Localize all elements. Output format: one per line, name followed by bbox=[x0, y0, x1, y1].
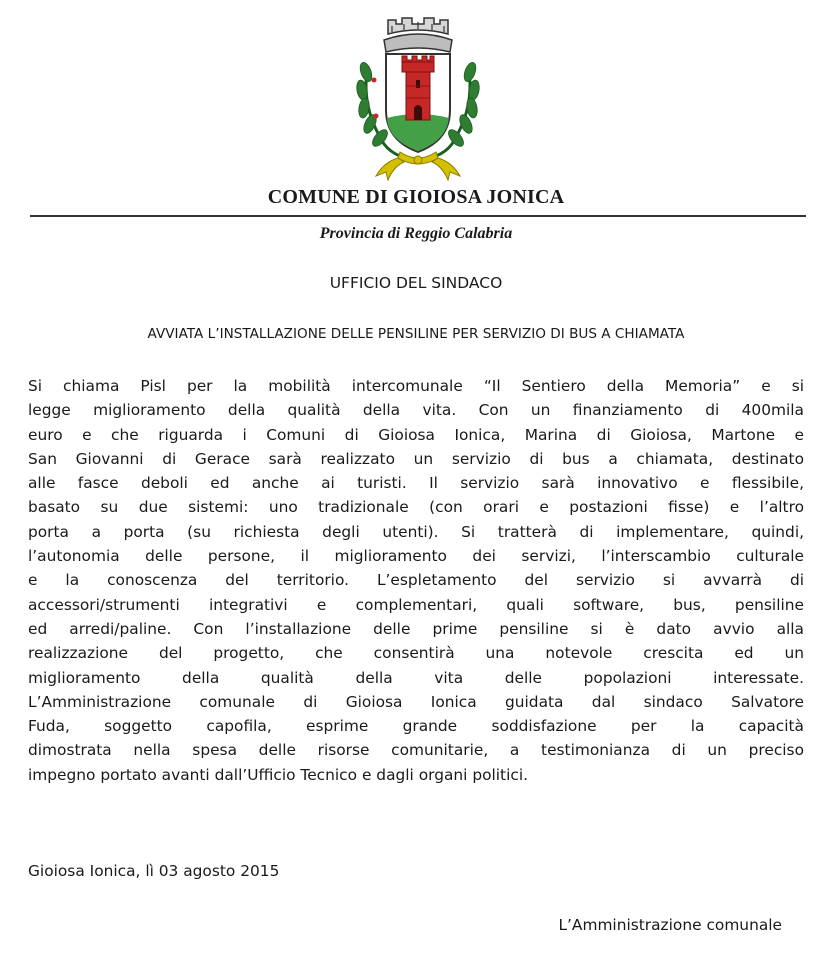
body-line: porta a porta (su richiesta degli utenti). Si tratterà di implementare, quindi, bbox=[28, 522, 804, 541]
dateline: Gioiosa Ionica, lì 03 agosto 2015 bbox=[28, 862, 280, 880]
body-line: ed arredi/paline. Con l’installazione delle prime pensiline si è dato avvio alla bbox=[28, 619, 804, 638]
body-line: miglioramento della qualità della vita delle popolazioni interessate. bbox=[28, 668, 804, 687]
municipality-name: COMUNE DI GIOIOSA JONICA bbox=[267, 186, 565, 208]
body-line: dimostrata nella spesa delle risorse comunitarie, a testimonianza di un preciso bbox=[28, 741, 804, 760]
body-line: Si chiama Pisl per la mobilità intercomunale “Il Sentiero della Memoria” e si bbox=[28, 377, 804, 395]
crown-icon bbox=[384, 18, 452, 52]
body-line: legge miglioramento della qualità della vita. Con un finanziamento di 400mila bbox=[28, 401, 804, 420]
body-line: realizzazione del progetto, che consentirà una notevole crescita ed un bbox=[28, 644, 804, 663]
press-release-headline: AVVIATA L’INSTALLAZIONE DELLE PENSILINE PER SERVIZIO DI BUS A CHIAMATA bbox=[147, 326, 685, 342]
signature: L’Amministrazione comunale bbox=[558, 916, 782, 934]
tower-icon bbox=[402, 56, 434, 120]
body-line: L’Amministrazione comunale di Gioiosa Ionica guidata dal sindaco Salvatore bbox=[28, 692, 804, 711]
province-name: Provincia di Reggio Calabria bbox=[319, 225, 513, 242]
body-line: Fuda, soggetto capofila, esprime grande soddisfazione per la capacità bbox=[28, 717, 804, 736]
body-line: San Giovanni di Gerace sarà realizzato un servizio di bus a chiamata, destinato bbox=[28, 449, 804, 468]
body-line: impegno portato avanti dall’Ufficio Tecnico e dagli organi politici. bbox=[28, 765, 528, 784]
office-title: UFFICIO DEL SINDACO bbox=[329, 274, 503, 292]
body-line: l’autonomia delle persone, il miglioramento dei servizi, l’interscambio culturale bbox=[28, 547, 804, 566]
shield-icon bbox=[386, 54, 450, 152]
body-line: e la conoscenza del territorio. L’espletamento del servizio si avvarrà di bbox=[28, 571, 804, 590]
header-divider bbox=[30, 215, 806, 217]
coat-of-arms-icon bbox=[338, 6, 498, 184]
body-line: accessori/strumenti integrativi e complementari, quali software, bus, pensiline bbox=[28, 595, 804, 614]
body-line: basato su due sistemi: uno tradizionale (con orari e postazioni fisse) e l’altro bbox=[28, 498, 804, 517]
body-line: alle fasce deboli ed anche ai turisti. Il servizio sarà innovativo e flessibile, bbox=[28, 474, 804, 493]
press-release-body bbox=[28, 374, 804, 787]
body-line: euro e che riguarda i Comuni di Gioiosa Ionica, Marina di Gioiosa, Martone e bbox=[28, 425, 804, 444]
ribbon-icon bbox=[376, 152, 460, 180]
